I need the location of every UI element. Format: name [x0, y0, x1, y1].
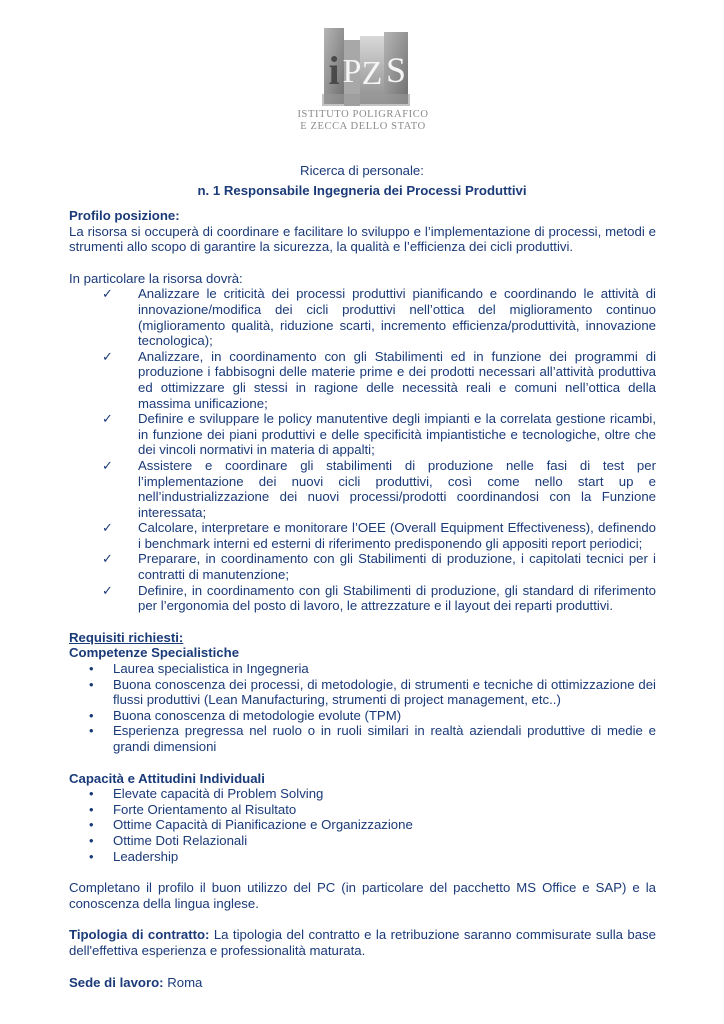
- logo-letter-s: S: [385, 50, 407, 90]
- attitudes-list: [69, 786, 656, 864]
- requirement-text: Buona conoscenza di metodologie evolute (TPM): [113, 707, 402, 723]
- page-heading: Ricerca di personale:: [300, 163, 424, 178]
- logo-letter-z: Z: [361, 55, 383, 92]
- location-paragraph: [69, 975, 656, 991]
- location-value: Roma: [163, 974, 203, 990]
- location-label: Sede di lavoro:: [69, 974, 164, 990]
- document-body: [69, 208, 656, 990]
- duty-text: Definire e sviluppare le policy manutentive degli impianti e la correlata gestione ricambi, in funzione dei piani produttivi e delle specificità impiantistiche e tecnologiche, oltre che dei vincoli normativi in materia di appalti;: [138, 411, 656, 458]
- list-item: [69, 583, 656, 614]
- bullet-icon: •: [89, 848, 94, 864]
- profile-text: La risorsa si occuperà di coordinare e facilitare lo sviluppo e l’implementazione di processi, metodi e strumenti allo scopo di garantire la sicurezza, la qualità e l’efficienza dei cicli produttivi.: [69, 223, 656, 255]
- bullet-icon: •: [89, 801, 94, 817]
- duties-intro: In particolare la risorsa dovrà:: [69, 270, 243, 286]
- contract-label: Tipologia di contratto:: [69, 927, 210, 943]
- ipzs-logo-mark: [318, 26, 412, 108]
- attitude-text: Ottime Doti Relazionali: [113, 832, 248, 848]
- list-item: [69, 458, 656, 520]
- requirement-text: Laurea specialistica in Ingegneria: [113, 661, 309, 677]
- list-item: [69, 802, 656, 818]
- requirements-label: Requisiti richiesti:: [69, 629, 184, 645]
- checkmark-icon: ✓: [102, 551, 113, 567]
- specialist-title: Competenze Specialistiche: [69, 645, 240, 661]
- bullet-icon: •: [89, 661, 94, 677]
- list-item: [69, 849, 656, 865]
- duty-text: Preparare, in coordinamento con gli Stabilimenti di produzione, i capitolati tecnici per i contratti di manutenzione;: [138, 551, 656, 583]
- duty-text: Analizzare, in coordinamento con gli Stabilimenti ed in funzione dei programmi di produzione i fabbisogni delle materie prime e dei prodotti necessari all’attività produttiva ed ottimizzare gli stessi in ragione delle necessità reali e comuni nell’ottica della massima unificazione;: [138, 348, 656, 411]
- checkmark-icon: ✓: [102, 411, 113, 427]
- attitude-text: Ottime Capacità di Pianificazione e Organizzazione: [113, 817, 413, 833]
- list-item: [69, 349, 656, 411]
- bullet-icon: •: [89, 786, 94, 802]
- list-item: [69, 833, 656, 849]
- duty-text: Definire, in coordinamento con gli Stabilimenti di produzione, gli standard di riferimento per l’ergonomia del posto di lavoro, le attrezzature e il layout dei reparti produttivi.: [138, 582, 656, 614]
- attitude-text: Elevate capacità di Problem Solving: [113, 786, 324, 802]
- specialist-list: [69, 661, 656, 755]
- list-item: [69, 286, 656, 348]
- ipzs-logo: [288, 18, 438, 134]
- list-item: [69, 411, 656, 458]
- logo-letter-p: P: [342, 53, 362, 90]
- list-item: [69, 677, 656, 708]
- bullet-icon: •: [89, 832, 94, 848]
- duty-text: Calcolare, interpretare e monitorare l’OEE (Overall Equipment Effectiveness), definendo i benchmark interni ed esterni di riferimento predisponendo gli appositi report periodici;: [138, 520, 656, 551]
- job-title: n. 1 Responsabile Ingegneria dei Processi Produttivi: [197, 183, 527, 198]
- checkmark-icon: ✓: [102, 286, 113, 302]
- requirement-text: Esperienza pregressa nel ruolo o in ruoli similari in realtà aziendali produttive di medie e grandi dimensioni: [113, 723, 656, 754]
- closing-text: Completano il profilo il buon utilizzo del PC (in particolare del pacchetto MS Office e SAP) e la conoscenza della lingua inglese.: [69, 880, 656, 911]
- attitude-text: Forte Orientamento al Risultato: [113, 801, 297, 817]
- checkmark-icon: ✓: [102, 582, 113, 598]
- list-item: [69, 520, 656, 551]
- bullet-icon: •: [89, 817, 94, 833]
- contract-text: La tipologia del contratto e la retribuzione saranno commisurate sulla base dell'effettiva esperienza e professionalità maturata.: [69, 927, 656, 958]
- checkmark-icon: ✓: [102, 457, 113, 473]
- list-item: [69, 708, 656, 724]
- profile-label: Profilo posizione:: [69, 208, 180, 223]
- contract-paragraph: [69, 927, 656, 958]
- list-item: [69, 661, 656, 677]
- duties-list: [69, 286, 656, 613]
- logo-text-line2: E ZECCA DELLO STATO: [300, 121, 426, 132]
- list-item: [69, 817, 656, 833]
- bullet-icon: •: [89, 676, 94, 692]
- logo-text-line1: ISTITUTO POLIGRAFICO: [297, 109, 429, 120]
- attitude-text: Leadership: [113, 848, 179, 864]
- checkmark-icon: ✓: [102, 520, 113, 536]
- list-item: [69, 786, 656, 802]
- duty-text: Assistere e coordinare gli stabilimenti di produzione nelle fasi di test per l’implementazione dei nuovi cicli produttivi, così come nello start up e nell’industrializzazione dei nuovi processi/prodotti coordinandosi con la Funzione interessata;: [138, 457, 656, 520]
- list-item: [69, 551, 656, 582]
- logo-letter-i: i: [328, 48, 340, 93]
- bullet-icon: •: [89, 707, 94, 723]
- requirement-text: Buona conoscenza dei processi, di metodologie, di strumenti e tecniche di ottimizzazione dei flussi produttivi (Lean Manufacturing, strumenti di project management, etc..): [113, 676, 656, 708]
- checkmark-icon: ✓: [102, 348, 113, 364]
- duty-text: Analizzare le criticità dei processi produttivi pianificando e coordinando le attività di innovazione/modifica dei cicli produttivi nell’ottica del miglioramento continuo (miglioramento qualità, riduzione scarti, incremento efficienza/produttività, innovazione tecnologica);: [138, 286, 656, 349]
- attitudes-title: Capacità e Attitudini Individuali: [69, 770, 265, 786]
- list-item: [69, 723, 656, 754]
- bullet-icon: •: [89, 723, 94, 739]
